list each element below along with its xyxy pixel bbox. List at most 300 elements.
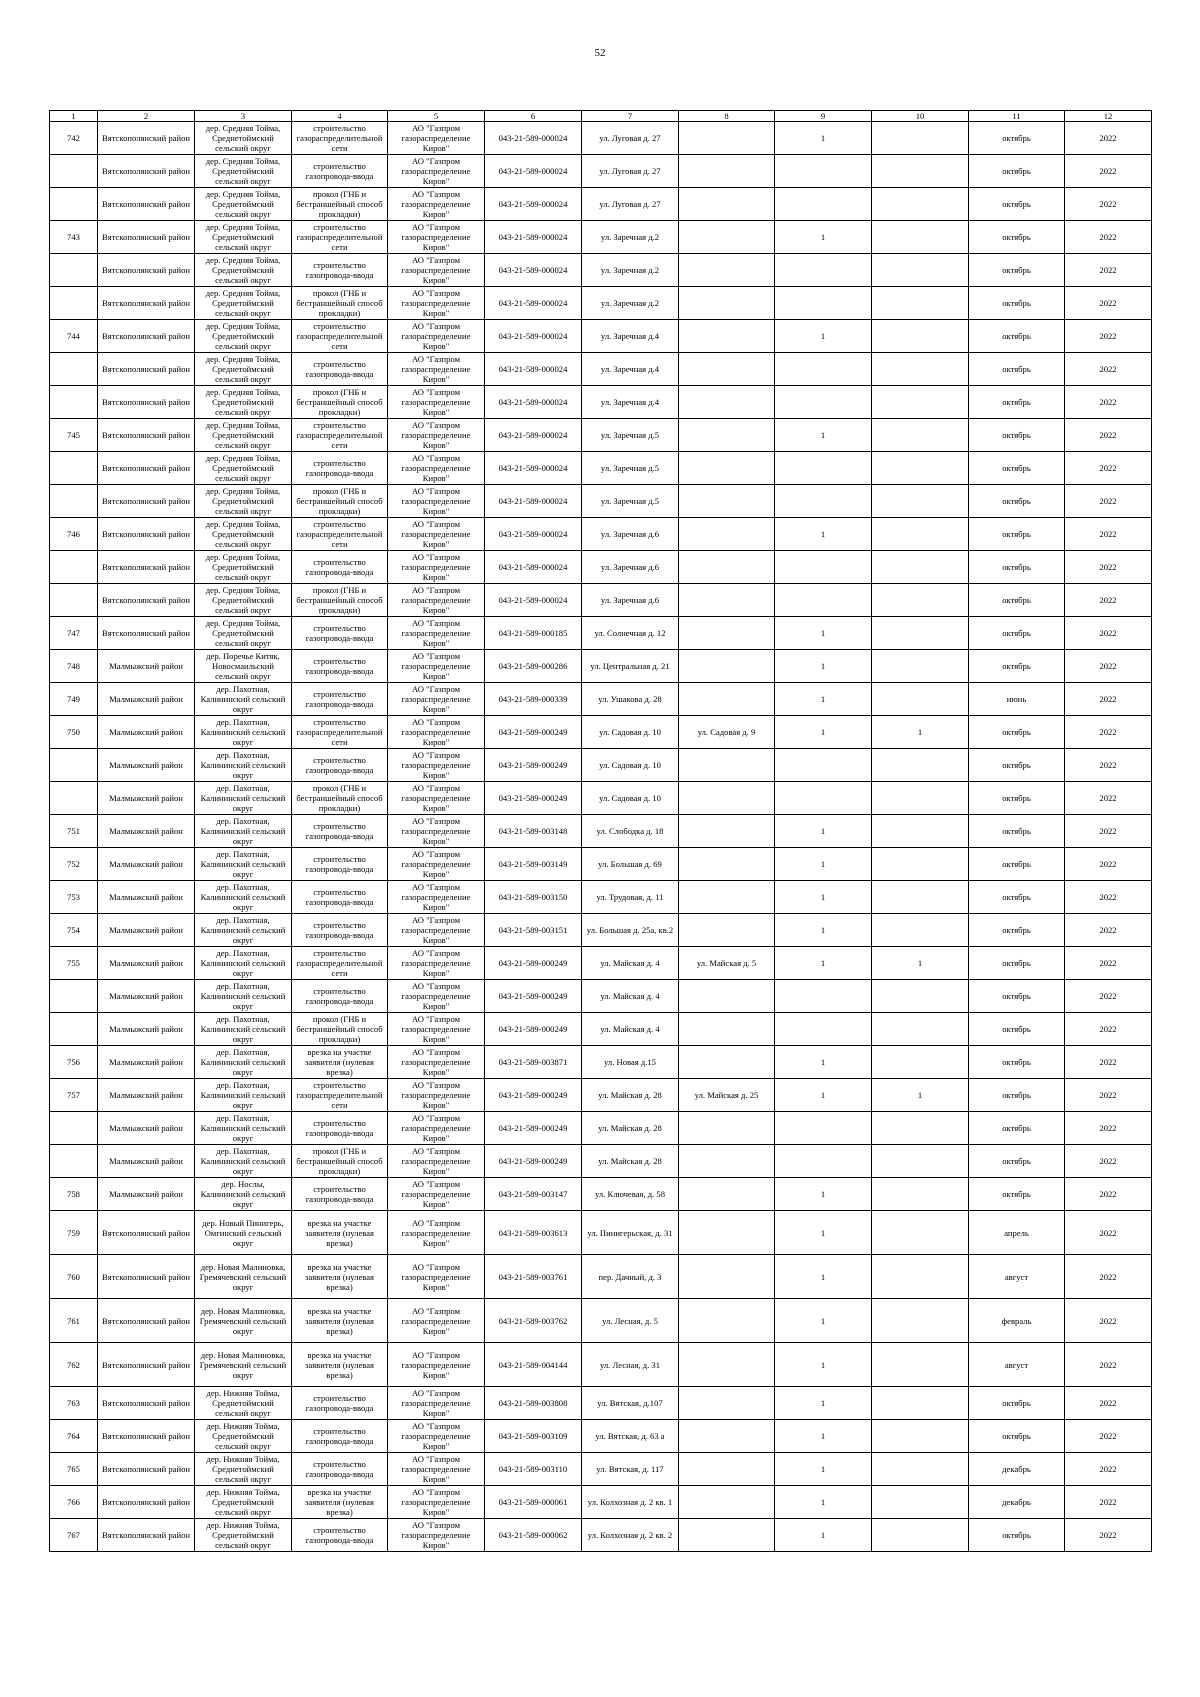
table-cell [98,947,195,980]
cell-text: 1 [820,1315,826,1326]
cell-text: Малмыжский район [109,1123,183,1133]
cell-text: Малмыжский район [109,892,183,902]
cell-text: 2022 [1099,1156,1117,1166]
table-cell [485,353,582,386]
table-cell [872,1178,969,1211]
cell-text: дер. Нижняя Тойма, Среднетоймский сельский округ [206,1421,280,1451]
table-cell [775,1420,872,1453]
table-cell [292,1145,388,1178]
table-row [50,584,1152,617]
table-cell [679,419,775,452]
cell-text: дер. Средняя Тойма, Среднетоймский сельский округ [205,420,281,450]
table-cell [292,815,388,848]
table-cell [292,452,388,485]
cell-text: АО "Газпром газораспределение Киров" [401,1047,471,1077]
table-cell [388,716,485,749]
table-cell [872,848,969,881]
cell-text: Малмыжский район [109,661,183,671]
cell-text: 043-21-589-000024 [498,364,568,374]
table-cell [292,1387,388,1420]
table-cell [775,1046,872,1079]
cell-text: 2022 [1099,298,1117,308]
table-cell [292,683,388,716]
cell-text: 1 [820,430,826,440]
table-cell [485,881,582,914]
table-cell [292,1211,388,1255]
cell-text: 745 [67,430,80,440]
cell-text: 043-21-589-000024 [498,595,568,605]
table-row [50,254,1152,287]
table-cell [388,1112,485,1145]
cell-text: дер. Пахотная, Калининский сельский округ [200,1047,286,1077]
cell-text: 2022 [1099,826,1117,836]
table-cell [679,1211,775,1255]
cell-text: 756 [67,1057,80,1067]
cell-text: АО "Газпром газораспределение Киров" [401,552,471,582]
header-cell: 12 [1065,111,1152,122]
cell-text: прокол (ГНБ и бестраншейный способ прокладки) [296,288,383,318]
table-cell [292,1079,388,1112]
table-cell [292,287,388,320]
cell-text: ул. Вятская, д. 63 а [595,1431,665,1441]
cell-text: ул. Ушакова д. 28 [598,694,662,704]
table-cell [582,320,679,353]
cell-text: дер. Пахотная, Калининский сельский округ [200,948,286,978]
table-cell [98,155,195,188]
cell-text: 2022 [1099,1497,1117,1507]
table-cell [679,386,775,419]
table-cell [50,1420,98,1453]
cell-text: врезка на участке заявителя (нулевая врезка) [305,1305,374,1336]
cell-text: прокол (ГНБ и бестраншейный способ прокладки) [296,1146,383,1176]
table-cell [582,1486,679,1519]
table-cell [679,155,775,188]
table-cell [98,617,195,650]
cell-text: строительство газопровода-ввода [305,887,374,907]
table-cell [195,452,292,485]
table-cell [292,353,388,386]
cell-text: Малмыжский район [109,1156,183,1166]
cell-text: Малмыжский район [109,826,183,836]
table-cell [50,452,98,485]
table-cell [969,1112,1065,1145]
table-cell [98,848,195,881]
table-cell [388,1013,485,1046]
table-cell [679,1079,775,1112]
table-cell [388,221,485,254]
cell-text: ул. Майская д. 4 [600,958,660,968]
header-cell: 11 [969,111,1065,122]
cell-text: строительство газопровода-ввода [305,920,374,940]
table-cell [1065,716,1152,749]
cell-text: 2022 [1099,463,1117,473]
cell-text: 043-21-589-000024 [498,529,568,539]
table-cell [679,980,775,1013]
cell-text: дер. Средняя Тойма, Среднетоймский сельский округ [205,123,281,153]
cell-text: октябрь [1002,1057,1031,1067]
table-cell [195,749,292,782]
table-cell [872,1079,969,1112]
table-cell [388,1387,485,1420]
table-cell [1065,320,1152,353]
table-cell [98,1046,195,1079]
table-cell [50,782,98,815]
cell-text: 2022 [1099,595,1117,605]
table-cell [485,551,582,584]
cell-text: Вятскополянский район [102,166,190,176]
cell-text: 2022 [1099,661,1117,671]
cell-text: строительство газораспределительной сети [296,717,383,747]
table-cell [1065,683,1152,716]
table-cell [582,419,679,452]
cell-text: дер. Нижняя Тойма, Среднетоймский сельский округ [206,1487,280,1517]
cell-text: дер. Пахотная, Калининский сельский округ [200,981,286,1011]
cell-text: октябрь [1002,397,1031,407]
cell-text: октябрь [1002,991,1031,1001]
cell-text: 1 [820,1530,826,1540]
cell-text: 2022 [1099,364,1117,374]
table-cell [582,485,679,518]
table-cell [679,815,775,848]
table-cell [679,1420,775,1453]
cell-text: ул. Заречная д.6 [600,562,660,572]
cell-text: 2022 [1099,166,1117,176]
table-cell [195,716,292,749]
cell-text: 043-21-589-003109 [498,1431,568,1441]
table-row [50,287,1152,320]
header-cell: 7 [582,111,679,122]
table-cell [388,122,485,155]
cell-text: строительство газопровода-ввода [305,458,374,478]
cell-text: АО "Газпром газораспределение Киров" [401,684,471,714]
table-cell [292,1420,388,1453]
table-cell [872,1046,969,1079]
table-cell [292,881,388,914]
table-cell [195,980,292,1013]
table-row [50,188,1152,221]
cell-text: октябрь [1002,826,1031,836]
cell-text: дер. Пахотная, Калининский сельский округ [200,915,286,945]
cell-text: Малмыжский район [109,859,183,869]
table-cell [775,188,872,221]
table-cell [872,1453,969,1486]
cell-text: 043-21-589-000024 [498,265,568,275]
cell-text: АО "Газпром газораспределение Киров" [401,948,471,978]
cell-text: АО "Газпром газораспределение Киров" [401,123,471,153]
table-cell [195,386,292,419]
cell-text: 743 [67,232,80,242]
cell-text: 748 [67,661,80,671]
table-cell [969,1013,1065,1046]
table-cell [582,584,679,617]
table-cell [98,419,195,452]
cell-text: октябрь [1002,859,1031,869]
table-cell [969,650,1065,683]
table-cell [50,1387,98,1420]
table-cell [98,122,195,155]
table-cell [1065,1387,1152,1420]
table-cell [388,287,485,320]
cell-text: 2022 [1099,1189,1117,1199]
cell-text: АО "Газпром газораспределение Киров" [401,222,471,252]
cell-text: АО "Газпром газораспределение Киров" [401,189,471,219]
table-cell [775,1211,872,1255]
cell-text: Малмыжский район [109,1024,183,1034]
table-cell [1065,221,1152,254]
cell-text: ул. Заречная д.5 [600,430,660,440]
table-cell [969,749,1065,782]
table-row [50,1343,1152,1387]
cell-text: 043-21-589-003762 [498,1315,568,1326]
cell-text: Малмыжский район [109,1189,183,1199]
cell-text: строительство газопровода-ввода [305,161,374,181]
table-cell [292,188,388,221]
cell-text: ул. Лесная, д. 5 [602,1315,658,1326]
table-cell [98,749,195,782]
cell-text: 043-21-589-003149 [498,859,568,869]
table-cell [872,980,969,1013]
table-row [50,1255,1152,1299]
cell-text: ул. Вятская, д.107 [597,1398,663,1408]
cell-text: 1 [820,232,826,242]
table-cell [582,683,679,716]
table-cell [872,881,969,914]
cell-text: февраль [1001,1315,1032,1326]
cell-text: 1 [820,826,826,836]
table-cell [50,914,98,947]
table-cell [872,1486,969,1519]
table-cell [388,320,485,353]
cell-text: 043-21-589-000024 [498,166,568,176]
cell-text: дер. Пахотная, Калининский сельский округ [200,1113,286,1143]
table-cell [195,485,292,518]
cell-text: 2022 [1099,397,1117,407]
table-cell [50,716,98,749]
table-cell [50,1299,98,1343]
cell-text: 043-21-589-003150 [498,892,568,902]
table-cell [1065,881,1152,914]
table-cell [50,221,98,254]
table-cell [485,155,582,188]
cell-text: Вятскополянский район [102,364,190,374]
cell-text: строительство газораспределительной сети [296,321,383,351]
table-cell [98,815,195,848]
table-cell [485,254,582,287]
cell-text: Вятскополянский район [102,496,190,506]
cell-text: строительство газопровода-ввода [305,986,374,1006]
cell-text: 043-21-589-000249 [498,1123,568,1133]
table-row [50,1486,1152,1519]
cell-text: 742 [67,133,80,143]
cell-text: АО "Газпром газораспределение Киров" [401,1080,471,1110]
table-cell [679,551,775,584]
table-cell [485,485,582,518]
table-cell [98,1420,195,1453]
table-cell [969,782,1065,815]
cell-text: Малмыжский район [109,793,183,803]
cell-text: АО "Газпром газораспределение Киров" [401,1421,471,1451]
table-cell [195,122,292,155]
cell-text: ул. Большая д. 69 [598,859,662,869]
cell-text: Вятскополянский район [102,595,190,605]
table-cell [292,1453,388,1486]
cell-text: октябрь [1002,661,1031,671]
table-cell [50,881,98,914]
table-cell [582,518,679,551]
table-cell [485,815,582,848]
cell-text: октябрь [1002,298,1031,308]
table-cell [98,980,195,1013]
table-cell [872,782,969,815]
table-cell [1065,749,1152,782]
cell-text: 2022 [1099,232,1117,242]
table-cell [679,1013,775,1046]
table-cell [388,980,485,1013]
table-cell [195,782,292,815]
table-cell [582,980,679,1013]
cell-text: октябрь [1002,1090,1031,1100]
table-cell [679,518,775,551]
table-cell [969,716,1065,749]
table-cell [485,1519,582,1552]
table-cell [1065,848,1152,881]
cell-text: дер. Средняя Тойма, Среднетоймский сельский округ [205,585,281,615]
cell-text: 043-21-589-000249 [498,958,568,968]
table-cell [50,353,98,386]
table-cell [775,947,872,980]
cell-text: строительство газопровода-ввода [305,656,374,676]
header-cell: 4 [292,111,388,122]
cell-text: 043-21-589-000249 [498,727,568,737]
table-cell [775,584,872,617]
table-cell [1065,1343,1152,1387]
cell-text: дер. Средняя Тойма, Среднетоймский сельский округ [205,222,281,252]
table-cell [485,1079,582,1112]
table-cell [485,221,582,254]
cell-text: Малмыжский район [109,760,183,770]
cell-text: ул. Майская д. 25 [694,1090,759,1100]
table-cell [195,320,292,353]
cell-text: строительство газопровода-ввода [305,821,374,841]
table-cell [679,320,775,353]
table-cell [582,287,679,320]
table-cell [50,1519,98,1552]
table-cell [775,518,872,551]
table-cell [775,914,872,947]
table-cell [292,1299,388,1343]
table-cell [872,353,969,386]
table-cell [679,617,775,650]
table-cell [679,584,775,617]
table-cell [195,1255,292,1299]
cell-text: АО "Газпром газораспределение Киров" [401,1113,471,1143]
table-cell [775,1112,872,1145]
table-row [50,617,1152,650]
cell-text: 043-21-589-000024 [498,562,568,572]
table-cell [388,914,485,947]
cell-text: ул. Заречная д.5 [600,463,660,473]
table-cell [969,947,1065,980]
table-cell [195,551,292,584]
table-cell [50,320,98,353]
table-cell [485,683,582,716]
table-cell [195,188,292,221]
table-cell [98,1112,195,1145]
table-cell [679,254,775,287]
table-cell [582,1145,679,1178]
cell-text: август [1004,1271,1029,1282]
table-row [50,386,1152,419]
table-cell [969,353,1065,386]
table-cell [292,1519,388,1552]
table-cell [872,419,969,452]
table-cell [775,419,872,452]
cell-text: 043-21-589-000024 [498,463,568,473]
cell-text: ул. Большая д. 25а, кв.2 [586,925,674,935]
table-cell [582,122,679,155]
table-cell [292,947,388,980]
cell-text: 751 [67,826,80,836]
table-cell [775,1299,872,1343]
table-cell [969,1046,1065,1079]
table-cell [969,320,1065,353]
table-cell [195,419,292,452]
table-cell [388,1453,485,1486]
cell-text: 043-21-589-000249 [498,1024,568,1034]
table-cell [969,419,1065,452]
table-cell [1065,1255,1152,1299]
table-row [50,881,1152,914]
table-cell [582,749,679,782]
table-row [50,221,1152,254]
table-cell [98,518,195,551]
cell-text: Вятскополянский район [102,562,190,572]
table-cell [1065,1079,1152,1112]
table-cell [679,1343,775,1387]
table-cell [679,1299,775,1343]
table-cell [388,1178,485,1211]
table-cell [775,1255,872,1299]
cell-text: 2022 [1099,1123,1117,1133]
table-cell [195,650,292,683]
table-cell [388,584,485,617]
cell-text: 1 [820,958,826,968]
table-cell [1065,1013,1152,1046]
cell-text: АО "Газпром газораспределение Киров" [401,585,471,615]
table-cell [292,584,388,617]
cell-text: апрель [1004,1227,1029,1238]
cell-text: Малмыжский район [109,1057,183,1067]
table-cell [872,188,969,221]
table-cell [50,254,98,287]
cell-text: октябрь [1002,1123,1031,1133]
cell-text: 043-21-589-000249 [498,1156,568,1166]
table-cell [775,1486,872,1519]
cell-text: прокол (ГНБ и бестраншейный способ прокладки) [296,1014,383,1044]
cell-text: дер. Поречье Китяк, Новосмаильский сельский округ [206,651,280,681]
cell-text: 043-21-589-003151 [498,925,568,935]
table-cell [98,353,195,386]
cell-text: 763 [67,1398,80,1408]
cell-text: строительство газопровода-ввода [305,854,374,874]
table-cell [98,287,195,320]
table-cell [485,980,582,1013]
cell-text: 1 [820,529,826,539]
cell-text: октябрь [1002,628,1031,638]
cell-text: 1 [820,925,826,935]
cell-text: ул. Садовая д. 10 [599,793,661,803]
cell-text: 757 [67,1090,80,1100]
